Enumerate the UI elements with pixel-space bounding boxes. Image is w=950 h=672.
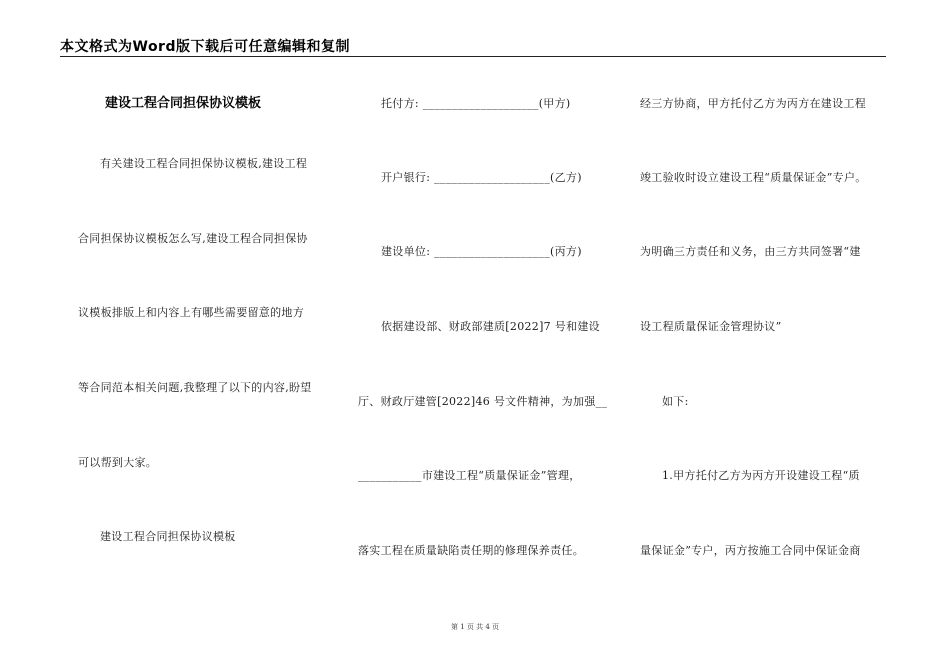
col3-line: 竣工验收时设立建设工程“质量保证金”专户。	[640, 171, 867, 184]
col2-line: 依据建设部、财政部建质[2022]7 号和建设	[381, 320, 600, 333]
col3-line: 经三方协商，甲方托付乙方为丙方在建设工程	[640, 97, 866, 110]
col1-line: 合同担保协议模板怎么写,建设工程合同担保协	[78, 232, 308, 245]
col2-line: ___________市建设工程“质量保证金”管理，	[358, 469, 581, 482]
col3-line: 设工程质量保证金管理协议”	[640, 320, 782, 333]
col3-line: 如下:	[662, 395, 689, 408]
page-header	[60, 34, 886, 57]
document-title: 建设工程合同担保协议模板	[105, 96, 262, 111]
col2-line: 落实工程在质量缺陷责任期的修理保养责任。	[358, 544, 584, 557]
col1-line: 有关建设工程合同担保协议模板,建设工程	[100, 157, 308, 170]
col1-line: 等合同范本相关问题,我整理了以下的内容,盼望	[78, 381, 312, 394]
page-footer: 第 1 页 共 4 页	[450, 623, 500, 631]
col1-subtitle: 建设工程合同担保协议模板	[100, 530, 236, 543]
col3-line: 为明确三方责任和义务，由三方共同签署“建	[640, 245, 861, 258]
col1-line: 可以帮到大家。	[78, 456, 158, 469]
col1-line: 议模板排版上和内容上有哪些需要留意的地方	[78, 306, 304, 319]
col3-line: 量保证金”专户，丙方按施工合同中保证金商	[640, 544, 861, 557]
col2-line: 厅、财政厅建管[2022]46 号文件精神，为加强__	[358, 395, 608, 408]
col2-line: 开户银行: ____________________(乙方)	[381, 171, 582, 184]
header-text: 本文格式为Word版下载后可任意编辑和复制	[60, 39, 350, 55]
col3-line: 1.甲方托付乙方为丙方开设建设工程“质	[662, 469, 860, 482]
col2-line: 建设单位: ____________________(丙方)	[381, 245, 582, 258]
col2-line: 托付方: ____________________(甲方)	[381, 97, 571, 110]
